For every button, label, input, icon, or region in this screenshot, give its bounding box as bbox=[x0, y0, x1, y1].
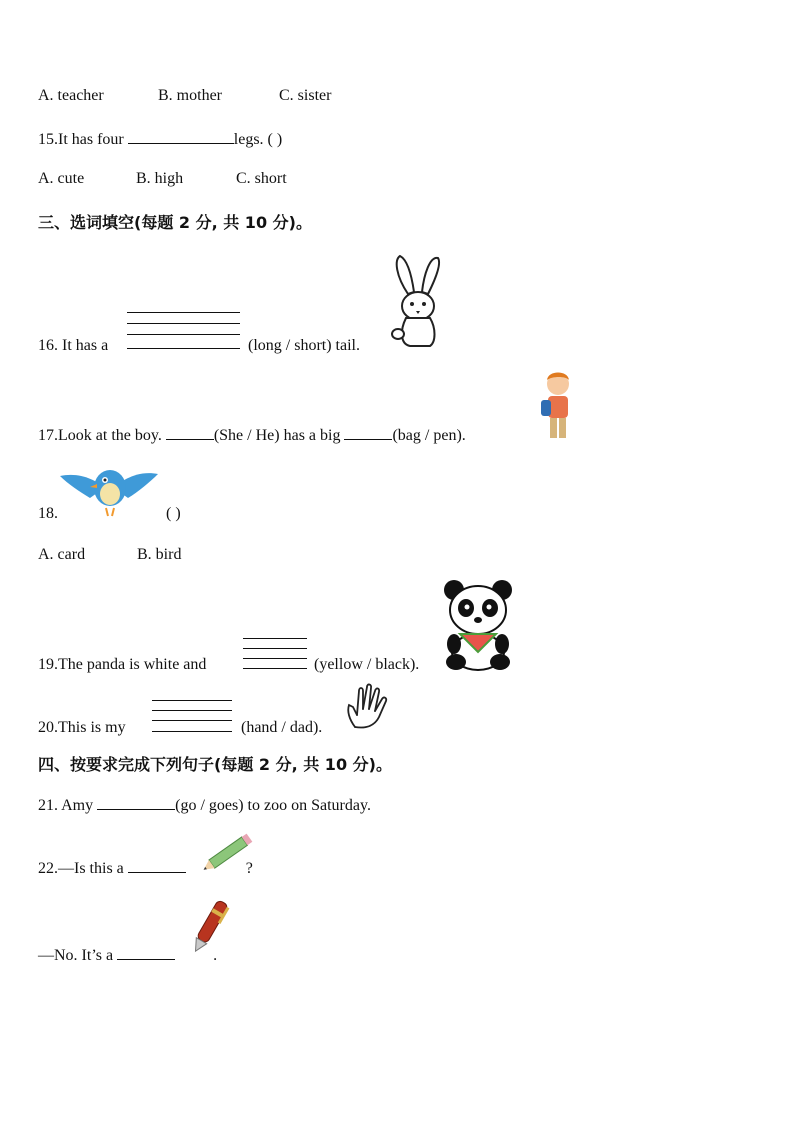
answer-blank[interactable] bbox=[128, 129, 234, 144]
question-16-choices: (long / short) tail. bbox=[248, 337, 360, 354]
question-21-text: 21. Amy bbox=[38, 797, 98, 814]
question-22-suffix: ? bbox=[245, 860, 253, 877]
pencil-icon bbox=[198, 830, 260, 874]
option-b: B. high bbox=[136, 170, 184, 187]
question-18-number: 18. bbox=[38, 505, 58, 522]
answer-blank[interactable] bbox=[117, 945, 175, 960]
option-a: A. teacher bbox=[38, 87, 104, 104]
hand-icon bbox=[345, 683, 389, 731]
question-21-suffix: (go / goes) to zoo on Saturday. bbox=[175, 797, 371, 814]
answer-parentheses[interactable]: ( ) bbox=[166, 505, 181, 522]
question-21 bbox=[38, 795, 371, 815]
question-17-suffix: (bag / pen). bbox=[392, 427, 466, 444]
pen-icon bbox=[188, 893, 232, 959]
option-b: B. bird bbox=[137, 546, 182, 563]
option-a: A. card bbox=[38, 546, 86, 563]
panda-icon bbox=[442, 578, 514, 672]
question-17-text: 17.Look at the boy. bbox=[38, 427, 166, 444]
boy-with-backpack-icon bbox=[538, 370, 578, 442]
question-15-suffix: legs. ( ) bbox=[233, 131, 283, 148]
question-19-text: 19.The panda is white and bbox=[38, 656, 207, 673]
question-22-answer-suffix: . bbox=[213, 947, 218, 964]
question-16-text: 16. It has a bbox=[38, 337, 109, 354]
answer-blank[interactable] bbox=[128, 858, 186, 873]
writing-lines[interactable] bbox=[152, 700, 232, 734]
option-c: C. sister bbox=[279, 87, 332, 104]
rabbit-icon bbox=[388, 254, 444, 350]
section-4-heading: 四、按要求完成下列句子(每题 2 分, 共 10 分)。 bbox=[38, 755, 392, 774]
answer-blank[interactable] bbox=[166, 425, 214, 440]
question-15 bbox=[38, 129, 282, 149]
question-22-answer-text: —No. It’s a bbox=[38, 947, 118, 964]
bird-icon bbox=[60, 458, 158, 518]
writing-lines[interactable] bbox=[243, 638, 307, 670]
writing-lines[interactable] bbox=[127, 312, 240, 352]
question-17 bbox=[38, 425, 466, 445]
answer-blank[interactable] bbox=[344, 425, 392, 440]
question-19-choices: (yellow / black). bbox=[314, 656, 420, 673]
option-b: B. mother bbox=[158, 87, 222, 104]
question-17-mid: (She / He) has a big bbox=[213, 427, 345, 444]
section-3-heading: 三、选词填空(每题 2 分, 共 10 分)。 bbox=[38, 213, 312, 232]
option-c: C. short bbox=[236, 170, 287, 187]
question-22-text: 22.—Is this a bbox=[38, 860, 128, 877]
question-20-choices: (hand / dad). bbox=[241, 719, 323, 736]
question-20-text: 20.This is my bbox=[38, 719, 126, 736]
option-a: A. cute bbox=[38, 170, 85, 187]
answer-blank[interactable] bbox=[97, 795, 175, 810]
question-15-text: 15.It has four bbox=[38, 131, 128, 148]
